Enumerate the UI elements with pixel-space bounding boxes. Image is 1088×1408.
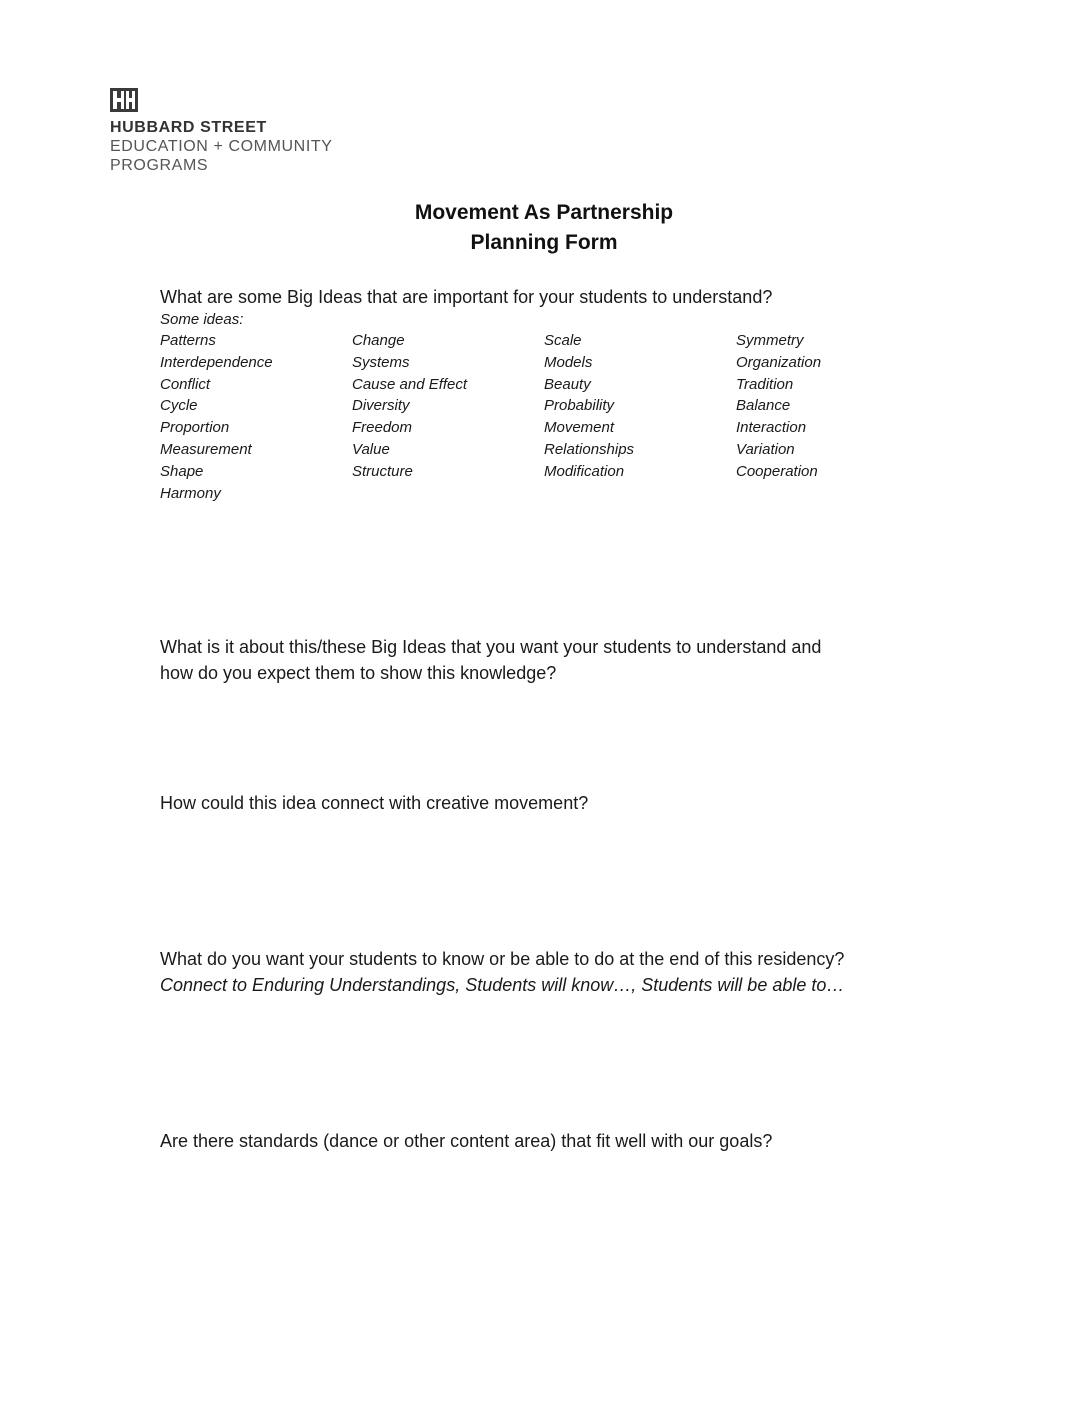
question-standards bbox=[160, 1128, 940, 1154]
ideas-columns bbox=[160, 330, 940, 504]
ideas-label: Some ideas: bbox=[160, 311, 244, 328]
idea-item: Change bbox=[352, 332, 405, 349]
logo-line-organization: HUBBARD STREET bbox=[110, 119, 267, 136]
question-text: How could this idea connect with creative movement? bbox=[160, 793, 589, 813]
question-hint: Connect to Enduring Understandings, Students will know…, Students will be able to… bbox=[160, 975, 845, 995]
idea-item: Patterns bbox=[160, 332, 216, 349]
idea-item: Beauty bbox=[544, 375, 591, 393]
idea-item: Scale bbox=[544, 332, 582, 349]
ideas-column-2 bbox=[352, 330, 544, 504]
idea-item: Variation bbox=[736, 440, 795, 458]
idea-item: Interdependence bbox=[160, 353, 273, 371]
question-text: What are some Big Ideas that are important for your students to understand? bbox=[160, 287, 773, 307]
idea-item: Symmetry bbox=[736, 332, 804, 349]
idea-item: Tradition bbox=[736, 375, 794, 393]
idea-item: Proportion bbox=[160, 419, 230, 437]
ideas-column-3 bbox=[544, 330, 736, 504]
question-text: What do you want your students to know or be able to do at the end of this residency? bbox=[160, 949, 845, 969]
title-line-1: Movement As Partnership bbox=[414, 201, 674, 224]
logo-line-programs: PROGRAMS bbox=[110, 157, 209, 174]
idea-item: Systems bbox=[352, 353, 410, 371]
idea-item: Modification bbox=[544, 462, 625, 480]
question-big-ideas bbox=[160, 284, 940, 310]
idea-item: Relationships bbox=[544, 440, 635, 458]
question-text-line-2: how do you expect them to show this knowledge? bbox=[160, 663, 557, 683]
idea-item: Probability bbox=[544, 397, 615, 415]
question-creative-movement bbox=[160, 790, 940, 816]
idea-item: Organization bbox=[736, 353, 822, 371]
idea-item: Diversity bbox=[352, 397, 410, 415]
idea-item: Shape bbox=[160, 462, 204, 480]
ideas-list bbox=[160, 310, 940, 504]
ideas-column-1 bbox=[160, 330, 352, 504]
idea-item: Cycle bbox=[160, 397, 198, 415]
idea-item: Measurement bbox=[160, 440, 252, 458]
hubbard-street-h-logo-icon bbox=[110, 88, 138, 112]
idea-item: Cooperation bbox=[736, 462, 818, 480]
ideas-column-4 bbox=[736, 330, 928, 504]
logo-wordmark bbox=[110, 118, 333, 175]
organization-logo bbox=[110, 88, 333, 175]
idea-item: Conflict bbox=[160, 375, 211, 393]
document-title bbox=[0, 198, 1088, 258]
question-understanding bbox=[160, 634, 940, 686]
idea-item: Value bbox=[352, 440, 390, 458]
question-residency-goals bbox=[160, 946, 940, 998]
question-text-line-1: What is it about this/these Big Ideas that you want your students to understand and bbox=[160, 637, 822, 657]
idea-item: Interaction bbox=[736, 419, 807, 437]
idea-item: Harmony bbox=[160, 484, 221, 502]
idea-item: Cause and Effect bbox=[352, 375, 468, 393]
idea-item: Balance bbox=[736, 397, 791, 415]
idea-item: Freedom bbox=[352, 419, 413, 437]
question-text: Are there standards (dance or other content area) that fit well with our goals? bbox=[160, 1131, 773, 1151]
logo-line-department: EDUCATION + COMMUNITY bbox=[110, 138, 333, 155]
idea-item: Structure bbox=[352, 462, 413, 480]
title-line-2: Planning Form bbox=[470, 231, 618, 254]
idea-item: Models bbox=[544, 353, 593, 371]
idea-item: Movement bbox=[544, 419, 615, 437]
